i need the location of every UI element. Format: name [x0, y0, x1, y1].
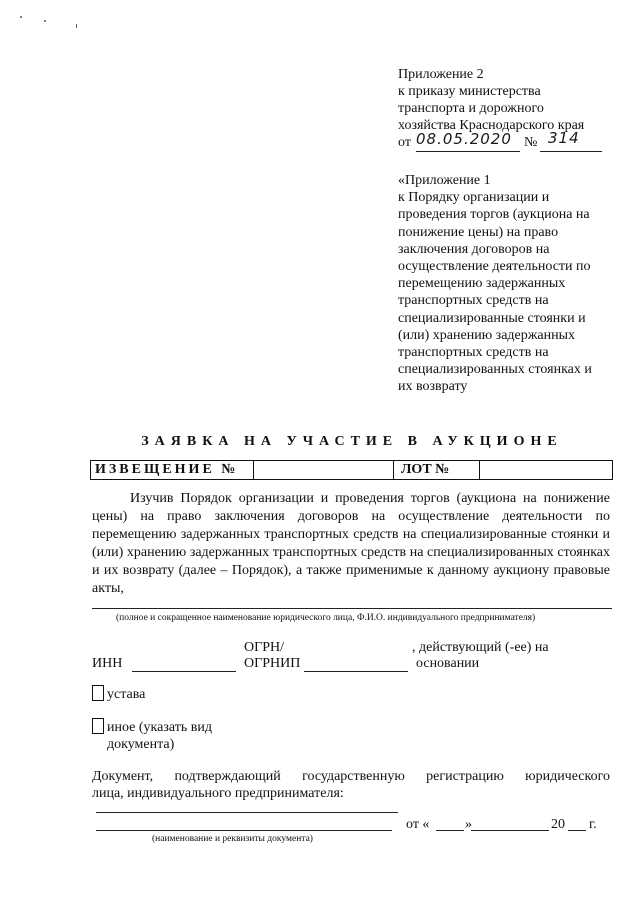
lot-number-field[interactable]: [483, 462, 609, 478]
appendix-block: [398, 172, 592, 396]
doc-date-quote: »: [465, 817, 472, 832]
notice-number-field[interactable]: [257, 462, 485, 478]
approval-block: [398, 66, 584, 154]
cell-divider: [253, 461, 254, 479]
number-prefix: №: [524, 135, 538, 150]
doc-caption: (наименование и реквизиты документа): [152, 834, 313, 844]
approval-line: Приложение 2: [398, 67, 484, 82]
charter-checkbox[interactable]: [92, 685, 104, 701]
other-document-label: иное (указать вид: [107, 720, 212, 735]
basis-text: основании: [416, 656, 480, 671]
appendix-line: (или) хранению задержанных: [398, 327, 576, 343]
lot-label: ЛОТ №: [401, 462, 450, 477]
inn-field[interactable]: [132, 671, 236, 672]
appendix-line: специализированных стоянках и: [398, 362, 592, 378]
handwritten-number: 314: [548, 129, 580, 147]
doc-date-day-field[interactable]: [436, 830, 464, 831]
registration-doc-field-1[interactable]: [96, 812, 398, 813]
notice-lot-box: [90, 460, 613, 480]
number-underline: [540, 151, 602, 152]
doc-date-suffix: г.: [589, 817, 597, 832]
appendix-line: перемещению задержанных: [398, 276, 566, 292]
charter-label: устава: [107, 687, 146, 702]
appendix-line: их возврату: [398, 379, 468, 395]
appendix-line: понижение цены) на право: [398, 224, 559, 240]
form-title: ЗАЯВКА НА УЧАСТИЕ В АУКЦИОНЕ: [141, 434, 563, 449]
ogrnip-label: ОГРНИП: [244, 656, 301, 671]
cell-divider: [393, 461, 394, 479]
appendix-line: к Порядку организации и: [398, 190, 550, 206]
cell-divider: [479, 461, 480, 479]
doc-date-year-field[interactable]: [568, 830, 586, 831]
applicant-name-field[interactable]: [92, 608, 612, 609]
other-document-checkbox[interactable]: [92, 718, 104, 734]
appendix-line: заключения договоров на: [398, 241, 550, 257]
intro-paragraph: Изучив Порядок организации и проведения торгов (аукциона на понижение цены) на право заключения договоров на осуществление деятельности по перемещению задержанных транспортных средств на специализированные стоянки и (или) хранению задержанных транспортных средств на специализированных стоянках и их возврату (далее – Порядок), а также применимые к данному аукциону правовые акты,: [92, 491, 610, 596]
approval-line: к приказу министерства: [398, 84, 541, 99]
date-underline: [416, 151, 520, 152]
doc-date-year-prefix: 20: [551, 817, 565, 832]
doc-date-month-field[interactable]: [471, 830, 549, 831]
appendix-line: специализированные стоянки и: [398, 310, 586, 326]
registration-doc-field-2[interactable]: [96, 830, 392, 831]
applicant-name-caption: (полное и сокращенное наименование юридического лица, Ф.И.О. индивидуального предпринимателя): [116, 613, 536, 623]
doc-date-from: от «: [406, 817, 430, 832]
appendix-line: проведения торгов (аукциона на: [398, 207, 590, 223]
scan-speck: [44, 20, 46, 22]
date-prefix: от: [398, 135, 411, 150]
scan-speck: [76, 24, 77, 28]
registration-doc-text-cont: лица, индивидуального предпринимателя:: [92, 786, 344, 801]
appendix-line: транспортных средств на: [398, 345, 549, 361]
ogrn-field[interactable]: [304, 671, 408, 672]
approval-line: хозяйства Краснодарского края: [398, 118, 585, 133]
scan-speck: [20, 16, 22, 18]
registration-doc-text: Документ, подтверждающий государственную регистрацию юридического: [92, 769, 610, 784]
appendix-line: осуществление деятельности по: [398, 259, 591, 275]
appendix-line: транспортных средств на: [398, 293, 549, 309]
approval-date-row: [398, 129, 584, 154]
approval-line: транспорта и дорожного: [398, 101, 544, 116]
ogrn-label: ОГРН/: [244, 640, 284, 655]
notice-label: ИЗВЕЩЕНИЕ №: [95, 462, 239, 477]
appendix-line: «Приложение 1: [398, 173, 491, 188]
other-document-label-cont: документа): [107, 737, 175, 752]
handwritten-date: 08.05.2020: [416, 130, 512, 148]
inn-label: ИНН: [92, 656, 123, 671]
acting-text: , действующий (-ее) на: [412, 640, 549, 655]
